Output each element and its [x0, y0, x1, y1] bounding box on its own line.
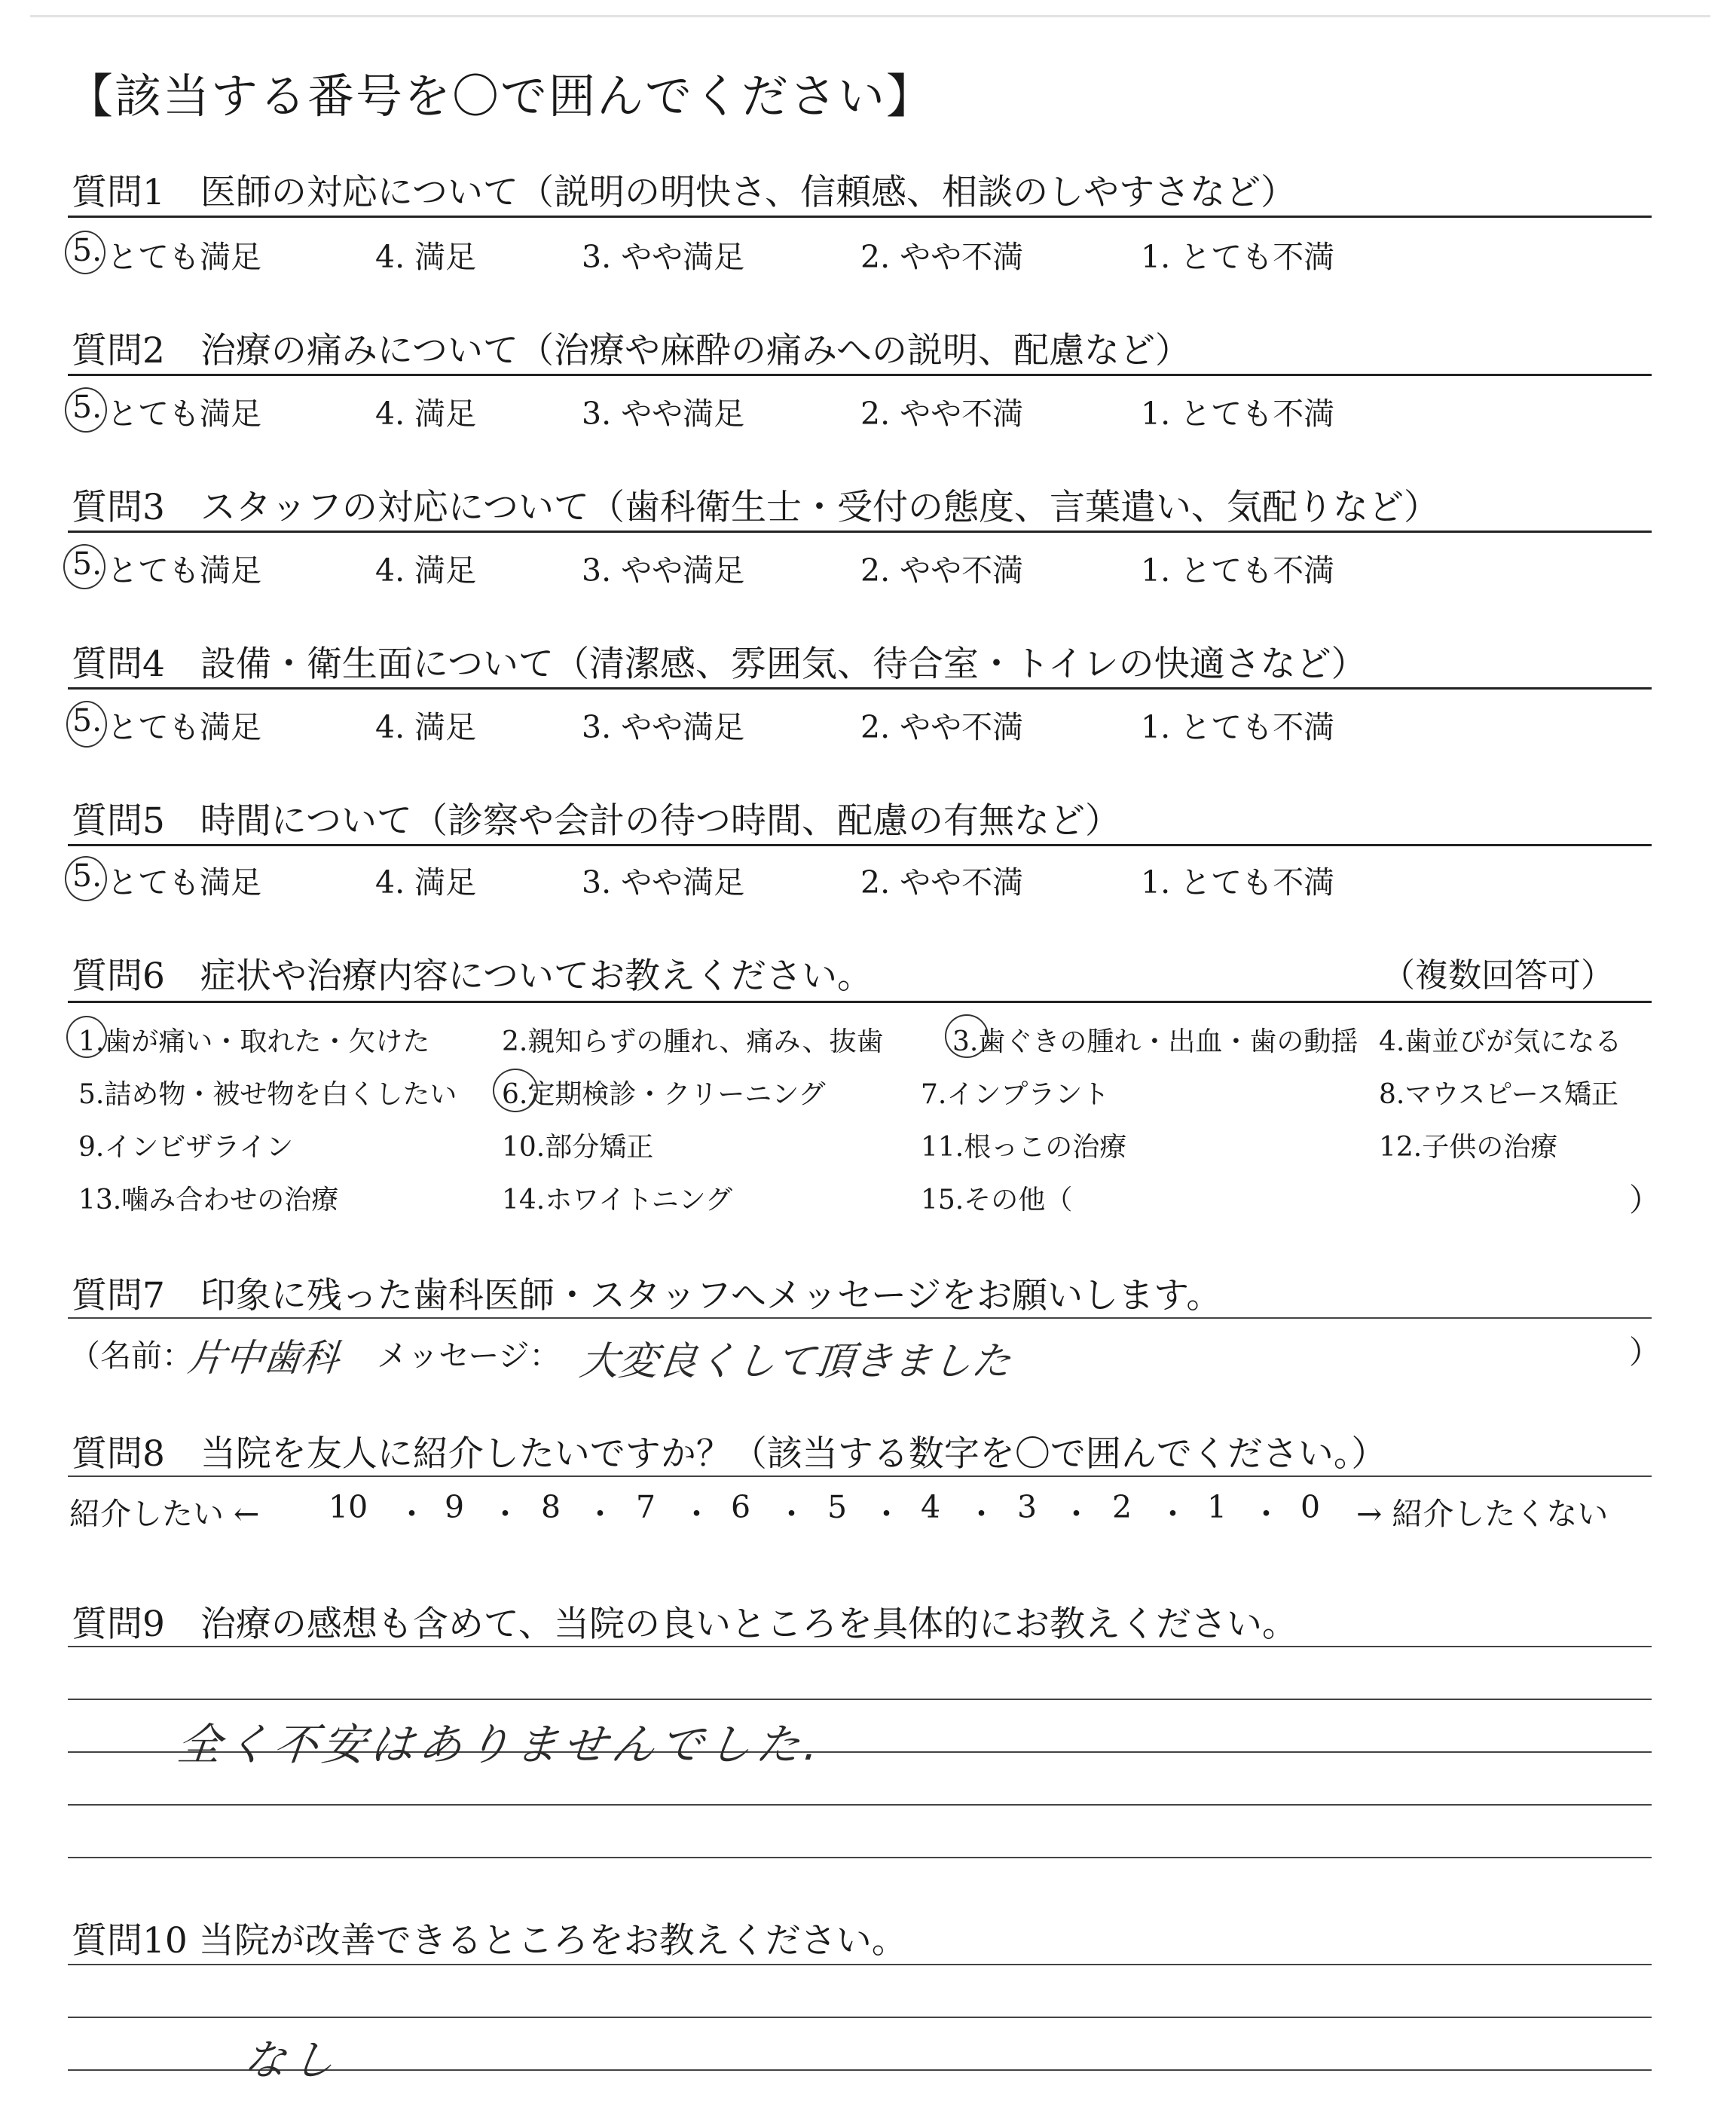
option-1[interactable]: 1. とても不満: [1141, 396, 1335, 432]
question-9-title: 質問9 治療の感想も含めて、当院の良いところを具体的にお教えください。: [72, 1604, 1297, 1645]
handwritten-answer-9[interactable]: 全く不安はありませんでした.: [174, 1719, 826, 1770]
scale-separator: ・: [490, 1496, 521, 1532]
symptom-option[interactable]: 6.定期検診・クリーニング: [502, 1079, 826, 1110]
question-5-title: 質問5 時間について（診察や会計の待つ時間、配慮の有無など）: [72, 800, 1120, 842]
name-label: （名前：: [69, 1338, 193, 1374]
symptom-option[interactable]: 7.インプラント: [921, 1079, 1110, 1110]
option-2[interactable]: 2. やや不満: [860, 239, 1024, 275]
option-2[interactable]: 2. やや不満: [860, 552, 1024, 589]
scale-separator: ・: [681, 1496, 712, 1532]
answer-line: [68, 1804, 1652, 1806]
scale-value[interactable]: 4: [921, 1489, 941, 1525]
symptom-option[interactable]: 8.マウスピース矯正: [1379, 1079, 1619, 1110]
option-3[interactable]: 3. やや満足: [582, 864, 745, 901]
message-close-paren: ）: [1629, 1334, 1661, 1371]
symptom-option[interactable]: 14.ホワイトニング: [502, 1185, 733, 1216]
option-2[interactable]: 2. やや不満: [860, 864, 1024, 901]
scale-value[interactable]: 8: [541, 1489, 561, 1525]
option-4[interactable]: 4. 満足: [375, 396, 477, 432]
scale-value[interactable]: 9: [445, 1489, 465, 1525]
option-5-label[interactable]: とても満足: [107, 709, 261, 745]
scale-separator: ・: [1061, 1496, 1092, 1532]
question-4-rule: [68, 687, 1652, 690]
option-4[interactable]: 4. 満足: [375, 864, 477, 901]
answer-line: [68, 1646, 1652, 1647]
scale-value[interactable]: 5: [827, 1489, 848, 1525]
question-7-rule: [68, 1317, 1652, 1319]
symptom-option[interactable]: 4.歯並びが気になる: [1379, 1026, 1622, 1057]
question-6-note: （複数回答可）: [1382, 956, 1614, 995]
symptom-option[interactable]: 9.インビザライン: [78, 1132, 294, 1163]
option-5-number[interactable]: 5.: [72, 546, 102, 582]
symptom-option[interactable]: 3.歯ぐきの腫れ・出血・歯の動揺: [952, 1026, 1359, 1057]
option-5-label[interactable]: とても満足: [107, 552, 261, 589]
scale-left-label: 紹介したい ←: [69, 1496, 260, 1532]
symptom-option[interactable]: 1.歯が痛い・取れた・欠けた: [78, 1026, 430, 1057]
message-label: メッセージ：: [377, 1338, 561, 1374]
page-title: 【該当する番号を〇で囲んでください】: [66, 69, 935, 124]
question-3-rule: [68, 531, 1652, 533]
question-4-title: 質問4 設備・衛生面について（清潔感、雰囲気、待合室・トイレの快適さなど）: [72, 644, 1367, 685]
option-5-number[interactable]: 5.: [72, 389, 102, 425]
handwritten-name[interactable]: 片中歯科: [185, 1336, 341, 1380]
symptom-option[interactable]: 13.噛み合わせの治療: [78, 1185, 339, 1216]
option-5-label[interactable]: とても満足: [107, 239, 261, 275]
scale-separator: ・: [871, 1496, 902, 1532]
question-5-rule: [68, 844, 1652, 846]
option-3[interactable]: 3. やや満足: [582, 552, 745, 589]
symptom-option[interactable]: 12.子供の治療: [1379, 1132, 1558, 1163]
answer-line: [68, 1699, 1652, 1700]
option-5-label[interactable]: とても満足: [107, 396, 261, 432]
scale-separator: ・: [585, 1496, 616, 1532]
scale-value[interactable]: 1: [1207, 1489, 1227, 1525]
option-4[interactable]: 4. 満足: [375, 552, 477, 589]
scale-value[interactable]: 10: [329, 1489, 368, 1525]
handwritten-message[interactable]: 大変良くして頂きました: [577, 1339, 1013, 1384]
scan-top-edge: [30, 15, 1710, 17]
scale-value[interactable]: 0: [1300, 1489, 1321, 1525]
question-7-title: 質問7 印象に残った歯科医師・スタッフへメッセージをお願いします。: [72, 1275, 1222, 1316]
option-3[interactable]: 3. やや満足: [582, 709, 745, 745]
scale-right-label: → 紹介したくない: [1356, 1496, 1609, 1532]
scale-separator: ・: [1251, 1496, 1282, 1532]
symptom-option[interactable]: 11.根っこの治療: [921, 1132, 1127, 1163]
question-8-rule: [68, 1475, 1652, 1477]
answer-line: [68, 2017, 1652, 2018]
symptom-option[interactable]: 15.その他（: [921, 1185, 1073, 1216]
option-5-number[interactable]: 5.: [72, 858, 102, 894]
option-5-label[interactable]: とても満足: [107, 864, 261, 901]
question-3-title: 質問3 スタッフの対応について（歯科衛生士・受付の態度、言葉遣い、気配りなど）: [72, 487, 1439, 528]
question-1-rule: [68, 216, 1652, 218]
option-4[interactable]: 4. 満足: [375, 709, 477, 745]
scale-separator: ・: [396, 1496, 427, 1532]
option-2[interactable]: 2. やや不満: [860, 709, 1024, 745]
handwritten-answer-10[interactable]: なし: [241, 2036, 343, 2085]
option-1[interactable]: 1. とても不満: [1141, 864, 1335, 901]
option-2[interactable]: 2. やや不満: [860, 396, 1024, 432]
scale-value[interactable]: 3: [1017, 1489, 1038, 1525]
question-10-title: 質問10 当院が改善できるところをお教えください。: [72, 1920, 907, 1962]
symptom-option[interactable]: 5.詰め物・被せ物を白くしたい: [78, 1079, 457, 1110]
answer-line: [68, 1964, 1652, 1965]
scale-value[interactable]: 2: [1112, 1489, 1132, 1525]
option-3[interactable]: 3. やや満足: [582, 396, 745, 432]
answer-line: [68, 1857, 1652, 1858]
question-8-title: 質問8 当院を友人に紹介したいですか？（該当する数字を〇で囲んでください。）: [72, 1433, 1387, 1475]
scale-separator: ・: [966, 1496, 997, 1532]
question-2-title: 質問2 治療の痛みについて（治療や麻酔の痛みへの説明、配慮など）: [72, 330, 1191, 372]
option-5-number[interactable]: 5.: [72, 702, 102, 738]
scale-separator: ・: [1157, 1496, 1188, 1532]
symptom-option[interactable]: 2.親知らずの腫れ、痛み、抜歯: [502, 1026, 884, 1057]
scale-value[interactable]: 7: [636, 1489, 656, 1525]
symptom-option[interactable]: 10.部分矯正: [502, 1132, 654, 1163]
option-1[interactable]: 1. とても不満: [1141, 239, 1335, 275]
option-5-number[interactable]: 5.: [72, 232, 102, 268]
question-6-title: 質問6 症状や治療内容についてお教えください。: [72, 956, 873, 997]
question-2-rule: [68, 374, 1652, 376]
other-close-paren: ）: [1629, 1182, 1661, 1219]
question-1-title: 質問1 医師の対応について（説明の明快さ、信頼感、相談のしやすさなど）: [72, 172, 1297, 213]
scale-separator: ・: [776, 1496, 807, 1532]
option-1[interactable]: 1. とても不満: [1141, 709, 1335, 745]
option-1[interactable]: 1. とても不満: [1141, 552, 1335, 589]
question-6-rule: [68, 1001, 1652, 1003]
option-3[interactable]: 3. やや満足: [582, 239, 745, 275]
option-4[interactable]: 4. 満足: [375, 239, 477, 275]
scale-value[interactable]: 6: [731, 1489, 751, 1525]
